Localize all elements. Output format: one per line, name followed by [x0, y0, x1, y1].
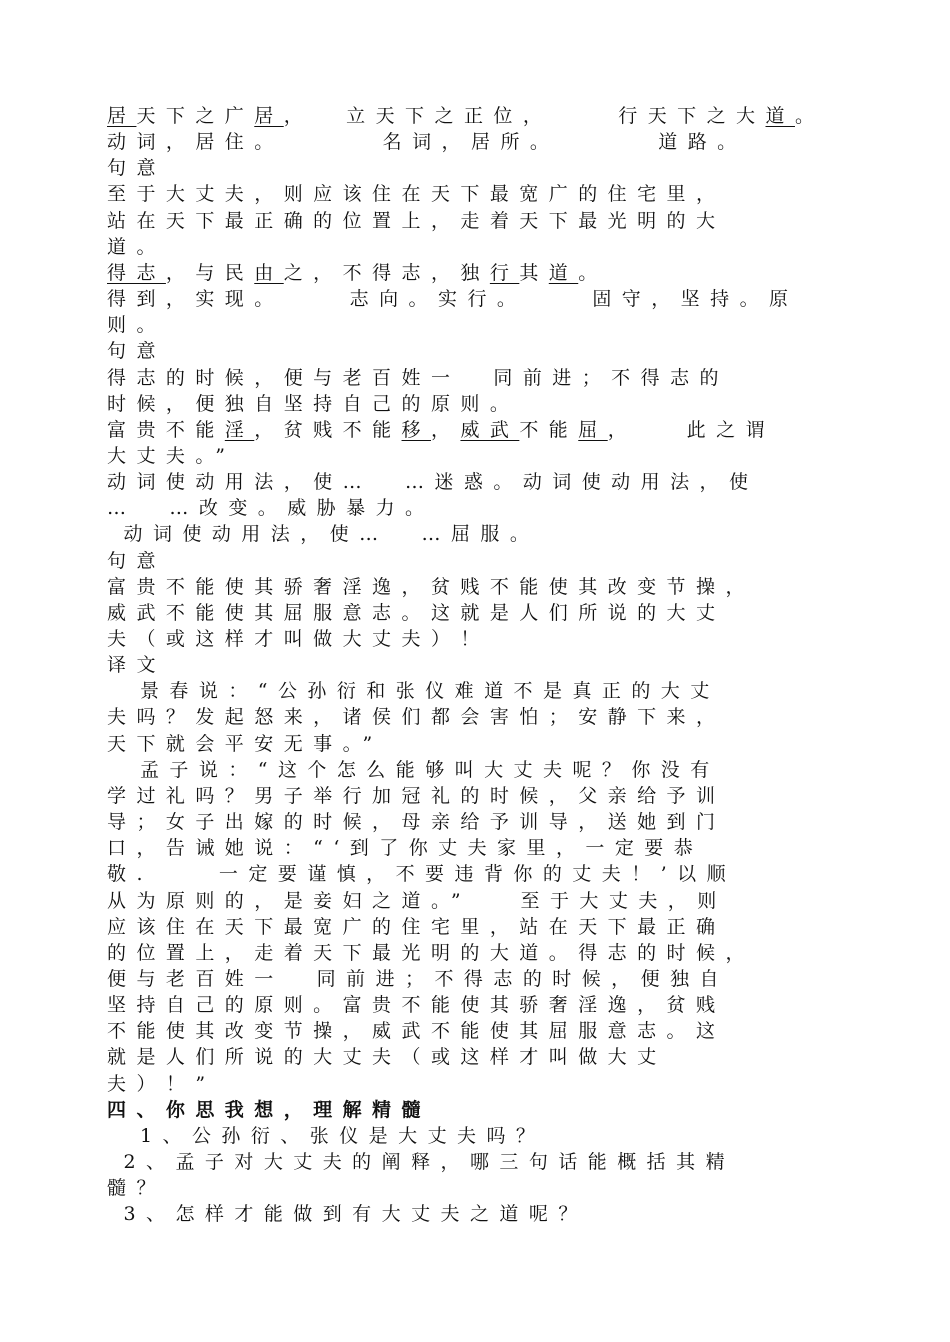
underlined-term: 屈: [578, 418, 608, 441]
text-line: [107, 888, 727, 914]
text-line: [107, 234, 166, 260]
text-line: [107, 260, 608, 286]
text-segment: 的位置上，走着天下最光明的大道。得志的时候，: [107, 941, 755, 964]
text-segment: 3、怎样才能做到有大丈夫之道呢？: [107, 1203, 588, 1226]
underlined-term: 威武: [460, 418, 520, 441]
text-segment: 1、公孙衍、张仪是大丈夫吗？: [107, 1124, 546, 1147]
text-line: [107, 1149, 735, 1175]
text-line: [107, 574, 755, 600]
text-segment: 之，不得志，独: [283, 261, 490, 284]
text-line: [107, 992, 725, 1018]
text-segment: ， 此之谓: [607, 418, 775, 441]
text-segment: 大丈夫。”: [107, 444, 236, 467]
text-line: [107, 286, 798, 312]
underlined-term: 居: [254, 105, 284, 127]
text-segment: 威武不能使其屈服意志。这就是人们所说的大丈: [107, 601, 726, 624]
text-segment: 句意: [107, 549, 166, 572]
text-line: [107, 338, 166, 364]
text-segment: 夫（或这样才叫做大丈夫）！: [107, 628, 490, 650]
text-line: [107, 155, 166, 181]
text-line: [107, 600, 725, 626]
text-line: [107, 103, 824, 129]
section-heading: [107, 1097, 431, 1123]
text-line: [107, 1123, 545, 1149]
text-line: [107, 809, 725, 835]
underlined-term: 移: [401, 418, 431, 441]
text-segment: 坚持自己的原则。富贵不能使其骄奢淫逸，贫贱: [107, 994, 726, 1017]
text-segment: 句意: [107, 340, 166, 363]
text-line: [107, 861, 736, 887]
text-line: [107, 365, 729, 391]
text-line: [107, 731, 383, 757]
underlined-term: 由: [254, 261, 284, 284]
underlined-term: 得志: [107, 261, 166, 284]
text-segment: 站在天下最正确的位置上，走着天下最光明的大: [107, 209, 726, 232]
text-line: [107, 835, 703, 861]
text-segment: 敬. 一定要谨慎，不要违背你的丈夫！’以顺: [107, 863, 737, 886]
text-segment: 富贵不能: [107, 418, 225, 441]
underlined-term: 行: [489, 261, 520, 284]
text-segment: 天下就会平安无事。”: [107, 732, 383, 755]
text-segment: 动词使动用法，使… …屈服。: [107, 523, 540, 546]
text-segment: 。: [794, 105, 825, 127]
text-segment: ， 立天下之正位， 行天下之大: [283, 105, 766, 127]
text-line: [107, 966, 729, 992]
text-line: [107, 704, 725, 730]
text-line: [107, 312, 166, 338]
text-line: [107, 129, 747, 155]
underlined-term: 居: [107, 105, 137, 127]
text-segment: 便与老百姓一 同前进；不得志的时候，便独自: [107, 967, 729, 990]
text-segment: 富贵不能使其骄奢淫逸，贫贱不能使其改变节操，: [107, 575, 755, 598]
text-segment: ，与民: [165, 261, 255, 284]
text-segment: 其: [519, 261, 549, 284]
text-segment: 2、孟子对大丈夫的阐释，哪三句话能概括其精: [107, 1151, 736, 1173]
text-segment: 时候，便独自坚持自己的原则。: [107, 392, 520, 415]
text-segment: 得志的时候，便与老百姓一 同前进；不得志的: [107, 366, 729, 389]
text-segment: 得到，实现。 志向。实行。 固守，坚持。原: [107, 288, 799, 310]
text-line: [107, 548, 166, 574]
text-segment: 。: [578, 261, 608, 284]
text-segment: 四、你思我想，理解精髓: [107, 1098, 431, 1121]
text-line: [107, 521, 539, 547]
text-line: [107, 1175, 166, 1201]
underlined-term: 淫: [224, 418, 255, 441]
text-segment: 不能: [519, 418, 579, 441]
text-line: [107, 443, 235, 469]
text-line: [107, 652, 166, 678]
text-line: [107, 1044, 667, 1070]
text-segment: 夫）！”: [107, 1072, 216, 1095]
text-line: [107, 1201, 588, 1227]
underlined-term: 道: [765, 105, 795, 127]
text-segment: 应该住在天下最宽广的住宅里，站在天下最正确: [107, 915, 726, 938]
text-line: [107, 678, 720, 704]
text-segment: 句意: [107, 157, 166, 180]
text-segment: … …改变。威胁暴力。: [107, 497, 435, 520]
text-line: [107, 1018, 725, 1044]
underlined-term: 道: [548, 261, 579, 284]
text-line: [107, 391, 519, 417]
text-segment: 译文: [107, 654, 166, 677]
text-line: [107, 783, 725, 809]
text-segment: 道。: [107, 235, 166, 258]
text-segment: 景春说：“公孙衍和张仪难道不是真正的大丈: [107, 680, 720, 703]
text-segment: 不能使其改变节操，威武不能使其屈服意志。这: [107, 1020, 726, 1043]
text-segment: 导；女子出嫁的时候，母亲给予训导，送她到门: [107, 811, 726, 833]
text-segment: ，贫贱不能: [254, 418, 402, 441]
text-line: [107, 469, 758, 495]
text-segment: 天下之广: [136, 105, 255, 127]
text-segment: 夫吗？发起怒来，诸侯们都会害怕；安静下来，: [107, 706, 726, 729]
text-segment: 至于大丈夫，则应该住在天下最宽广的住宅里，: [107, 183, 726, 206]
text-segment: 就是人们所说的大丈夫（或这样才叫做大丈: [107, 1046, 667, 1069]
text-line: [107, 417, 775, 443]
text-line: [107, 626, 490, 652]
text-segment: ，: [430, 418, 461, 441]
text-segment: 髓？: [107, 1177, 166, 1200]
text-line: [107, 495, 434, 521]
text-line: [107, 914, 725, 940]
text-line: [107, 181, 725, 207]
text-segment: 口，告诫她说：“‘到了你丈夫家里，一定要恭: [107, 837, 704, 860]
text-line: [107, 1071, 216, 1097]
text-segment: 动词，居住。 名词，居所。 道路。: [107, 131, 747, 154]
text-segment: 学过礼吗？男子举行加冠礼的时候，父亲给予训: [107, 784, 726, 807]
text-line: [107, 208, 725, 234]
text-line: [107, 757, 720, 783]
text-segment: 从为原则的，是妾妇之道。” 至于大丈夫，则: [107, 889, 727, 912]
text-segment: 则。: [107, 314, 166, 337]
text-segment: 孟子说：“这个怎么能够叫大丈夫呢？你没有: [107, 758, 720, 781]
text-line: [107, 940, 755, 966]
text-segment: 动词使动用法，使… …迷惑。动词使动用法，使: [107, 471, 759, 494]
